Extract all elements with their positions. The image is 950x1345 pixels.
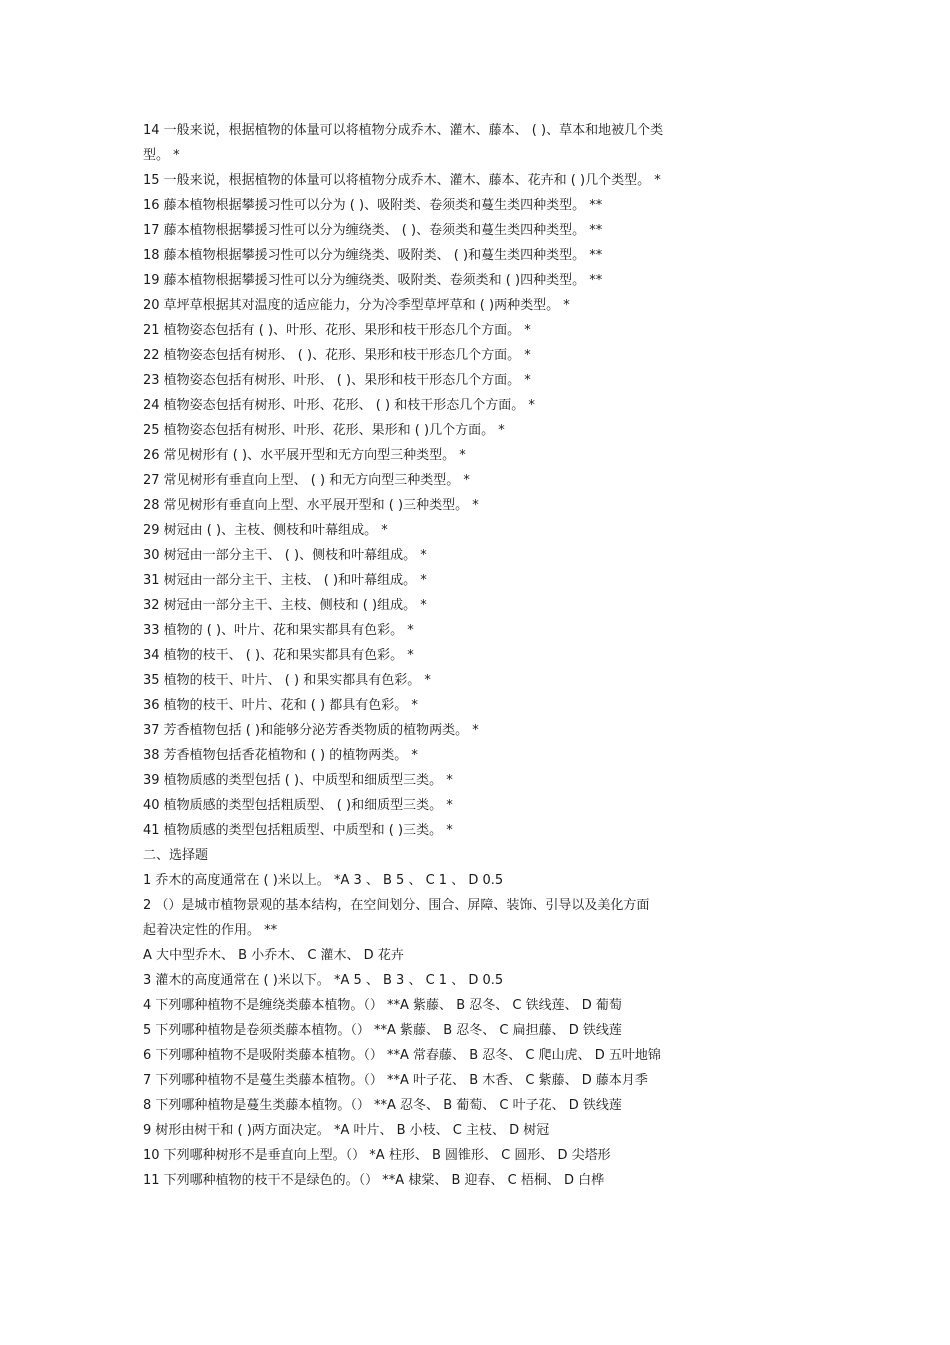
text-line: 27 常见树形有垂直向上型、 ( ) 和无方向型三种类型。 * <box>143 473 470 488</box>
text-line: 39 植物质感的类型包括 ( )、中质型和细质型三类。 * <box>143 773 453 788</box>
text-line: 5 下列哪种植物是卷须类藤本植物。（） **A 紫藤、 B 忍冬、 C 扁担藤、 D 铁线莲 <box>143 1023 622 1038</box>
text-line: 3 灌木的高度通常在 ( )米以下。 *A 5 、 B 3 、 C 1 、 D 0.5 <box>143 973 504 988</box>
text-line: 起着决定性的作用。 ** <box>143 923 278 938</box>
text-line: 17 藤本植物根据攀援习性可以分为缠绕类、 ( )、卷须类和蔓生类四种类型。 ** <box>143 223 603 238</box>
text-line: 11 下列哪种植物的枝干不是绿色的。（） **A 棣棠、 B 迎春、 C 梧桐、 D 白桦 <box>143 1173 605 1188</box>
text-line: 19 藤本植物根据攀援习性可以分为缠绕类、吸附类、卷须类和 ( )四种类型。 ** <box>143 273 603 288</box>
text-line: 26 常见树形有 ( )、水平展开型和无方向型三种类型。 * <box>143 448 466 463</box>
text-line: 1 乔木的高度通常在 ( )米以上。 *A 3 、 B 5 、 C 1 、 D 0.5 <box>143 873 504 888</box>
text-line: 29 树冠由 ( )、主枝、侧枝和叶幕组成。 * <box>143 523 388 538</box>
section-heading: 二、选择题 <box>143 848 209 863</box>
text-line: 32 树冠由一部分主干、主枝、侧枝和 ( )组成。 * <box>143 598 427 613</box>
text-line: 22 植物姿态包括有树形、 ( )、花形、果形和枝干形态几个方面。 * <box>143 348 531 363</box>
text-line: 8 下列哪种植物是蔓生类藤本植物。（） **A 忍冬、 B 葡萄、 C 叶子花、 D 铁线莲 <box>143 1098 622 1113</box>
text-line: 9 树形由树干和 ( )两方面决定。 *A 叶片、 B 小枝、 C 主枝、 D 树冠 <box>143 1123 550 1138</box>
text-line: 41 植物质感的类型包括粗质型、中质型和 ( )三类。 * <box>143 823 453 838</box>
text-line: 30 树冠由一部分主干、 ( )、侧枝和叶幕组成。 * <box>143 548 427 563</box>
text-line: 型。 * <box>143 148 180 163</box>
document-body <box>143 118 803 1193</box>
text-line: 33 植物的 ( )、叶片、花和果实都具有色彩。 * <box>143 623 414 638</box>
text-line: 35 植物的枝干、叶片、 ( ) 和果实都具有色彩。 * <box>143 673 431 688</box>
text-line: 23 植物姿态包括有树形、叶形、 ( )、果形和枝干形态几个方面。 * <box>143 373 531 388</box>
text-line: 24 植物姿态包括有树形、叶形、花形、 ( ) 和枝干形态几个方面。 * <box>143 398 535 413</box>
text-line: 36 植物的枝干、叶片、花和 ( ) 都具有色彩。 * <box>143 698 418 713</box>
text-line: 28 常见树形有垂直向上型、水平展开型和 ( )三种类型。 * <box>143 498 479 513</box>
text-line: 7 下列哪种植物不是蔓生类藤本植物。（） **A 叶子花、 B 木香、 C 紫藤、 D 藤本月季 <box>143 1073 648 1088</box>
text-line: 6 下列哪种植物不是吸附类藤本植物。（） **A 常春藤、 B 忍冬、 C 爬山虎、 D 五叶地锦 <box>143 1048 661 1063</box>
text-line: 18 藤本植物根据攀援习性可以分为缠绕类、吸附类、 ( )和蔓生类四种类型。 ** <box>143 248 603 263</box>
text-line: A 大中型乔木、 B 小乔木、 C 灌木、 D 花卉 <box>143 948 404 963</box>
text-line: 20 草坪草根据其对温度的适应能力，分为冷季型草坪草和 ( )两种类型。 * <box>143 298 570 313</box>
text-line: 34 植物的枝干、 ( )、花和果实都具有色彩。 * <box>143 648 414 663</box>
text-line: 15 一般来说，根据植物的体量可以将植物分成乔木、灌木、藤本、花卉和 ( )几个类型。 * <box>143 173 661 188</box>
text-line: 21 植物姿态包括有 ( )、叶形、花形、果形和枝干形态几个方面。 * <box>143 323 531 338</box>
text-line: 25 植物姿态包括有树形、叶形、花形、果形和 ( )几个方面。 * <box>143 423 505 438</box>
text-line: 38 芳香植物包括香花植物和 ( ) 的植物两类。 * <box>143 748 418 763</box>
text-line: 4 下列哪种植物不是缠绕类藤本植物。（） **A 紫藤、 B 忍冬、 C 铁线莲、 D 葡萄 <box>143 998 622 1013</box>
text-line: 31 树冠由一部分主干、主枝、 ( )和叶幕组成。 * <box>143 573 427 588</box>
text-line: 37 芳香植物包括 ( )和能够分泌芳香类物质的植物两类。 * <box>143 723 479 738</box>
text-line: 40 植物质感的类型包括粗质型、 ( )和细质型三类。 * <box>143 798 453 813</box>
text-line: 10 下列哪种树形不是垂直向上型。（） *A 柱形、 B 圆锥形、 C 圆形、 D 尖塔形 <box>143 1148 611 1163</box>
text-line: 16 藤本植物根据攀援习性可以分为 ( )、吸附类、卷须类和蔓生类四种类型。 ** <box>143 198 603 213</box>
text-line: 14 一般来说，根据植物的体量可以将植物分成乔木、灌木、藤本、 ( )、草本和地被几个类 <box>143 123 664 138</box>
text-line: 2 （）是城市植物景观的基本结构，在空间划分、围合、屏障、装饰、引导以及美化方面 <box>143 898 650 913</box>
